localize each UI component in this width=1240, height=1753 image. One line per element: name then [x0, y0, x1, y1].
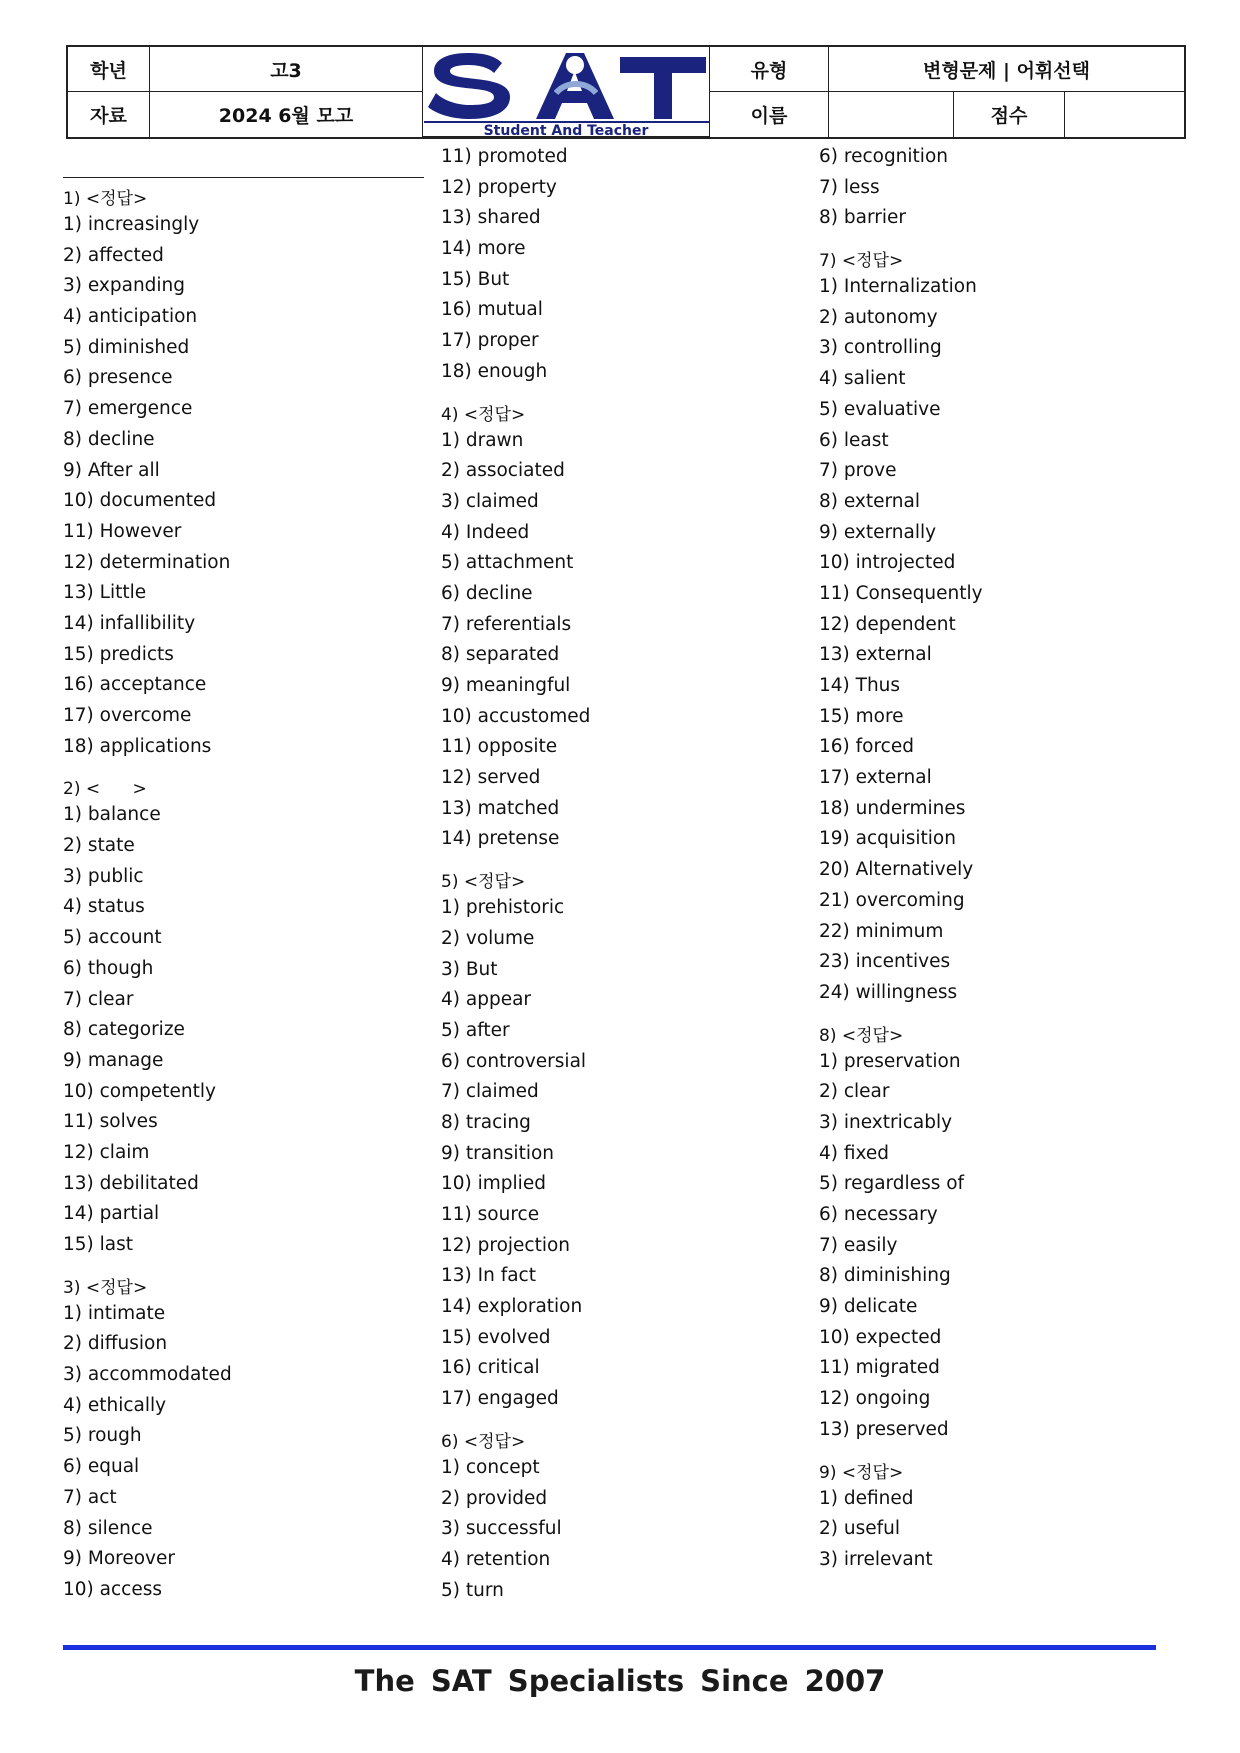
answer-item: 4) appear	[441, 989, 532, 1011]
answer-item: 9) meaningful	[441, 675, 571, 696]
answer-item: 14) infallibility	[63, 612, 196, 634]
answer-item: 8) silence	[63, 1517, 153, 1539]
answer-item: 21) overcoming	[819, 889, 965, 911]
answer-item: 4) retention	[441, 1548, 551, 1570]
answer-item: 13) external	[819, 644, 932, 666]
source-value: 2024 6월 모고	[150, 92, 423, 137]
answer-item: 10) expected	[819, 1326, 942, 1348]
score-label: 점수	[954, 92, 1065, 137]
answer-item: 13) matched	[441, 797, 560, 819]
answer-item: 9) manage	[63, 1049, 164, 1071]
answer-item: 2) state	[63, 835, 135, 857]
answer-item: 15) last	[63, 1234, 134, 1255]
answer-section-label: 5) <정답>	[441, 872, 526, 893]
answer-item: 5) diminished	[63, 336, 190, 358]
answer-section-label: 4) <정답>	[441, 404, 526, 425]
answer-item: 2) autonomy	[819, 306, 938, 328]
answer-item: 16) acceptance	[63, 674, 207, 696]
answer-item: 1) intimate	[63, 1302, 166, 1324]
answer-item: 3) expanding	[63, 275, 186, 297]
answer-item: 3) public	[63, 865, 144, 887]
answer-item: 4) salient	[819, 368, 906, 390]
answer-group	[819, 246, 1179, 1009]
answer-item: 5) after	[441, 1019, 510, 1041]
answer-item: 14) Thus	[819, 675, 901, 696]
answer-item: 5) evaluative	[819, 398, 941, 420]
answer-item: 3) inextricably	[819, 1111, 953, 1133]
answer-item: 3) controlling	[819, 337, 942, 359]
answer-item: 4) ethically	[63, 1394, 167, 1416]
answer-item: 4) fixed	[819, 1142, 890, 1164]
type-value: 변형문제 | 어휘선택	[829, 47, 1184, 92]
answer-item: 24) willingness	[819, 981, 958, 1003]
answer-item: 2) useful	[819, 1518, 900, 1540]
answer-column-3	[819, 142, 1179, 1576]
answer-item: 7) prove	[819, 460, 897, 482]
answer-item: 9) transition	[441, 1142, 555, 1164]
answer-item: 3) irrelevant	[819, 1548, 933, 1570]
answer-group	[63, 184, 423, 762]
answer-item: 3) accommodated	[63, 1364, 232, 1386]
source-label: 자료	[68, 92, 150, 137]
answer-item: 13) Little	[63, 582, 147, 604]
answer-item: 6) controversial	[441, 1050, 587, 1072]
answer-section-label: 8) <정답>	[819, 1025, 904, 1046]
answer-item: 2) clear	[819, 1081, 890, 1103]
answer-item: 2) affected	[63, 244, 164, 266]
answer-item: 15) predicts	[63, 643, 174, 665]
answer-column-1	[63, 142, 423, 1606]
answer-group	[441, 867, 801, 1415]
answer-item: 12) property	[441, 176, 557, 198]
answer-group	[63, 1273, 423, 1606]
sat-logo	[423, 47, 710, 137]
answer-item: 1) preservation	[819, 1050, 961, 1072]
answer-item: 1) defined	[819, 1487, 914, 1509]
answer-item: 12) projection	[441, 1234, 571, 1256]
answer-item: 16) critical	[441, 1357, 540, 1379]
answer-item: 9) Moreover	[63, 1548, 175, 1570]
answer-section-label: 2) < >	[63, 779, 147, 800]
answer-item: 13) debilitated	[63, 1172, 199, 1194]
answer-item: 19) acquisition	[819, 828, 956, 850]
footer-slogan: The SAT Specialists Since 2007	[354, 1664, 886, 1698]
sat-logo-icon	[424, 47, 709, 137]
answer-item: 1) concept	[441, 1456, 540, 1478]
answer-item: 23) incentives	[819, 951, 951, 973]
answer-item: 8) external	[819, 490, 920, 512]
grade-value: 고3	[150, 47, 423, 92]
answer-item: 10) competently	[63, 1080, 216, 1102]
answer-item: 6) though	[63, 957, 154, 979]
answer-item: 7) clear	[63, 988, 134, 1010]
answer-item: 4) anticipation	[63, 306, 198, 328]
answer-item: 6) presence	[63, 367, 173, 389]
answer-group	[63, 774, 423, 1260]
answer-group	[819, 1458, 1179, 1576]
answer-item: 8) tracing	[441, 1111, 531, 1133]
answer-item: 7) emergence	[63, 398, 193, 420]
answer-item: 12) ongoing	[819, 1388, 931, 1410]
answer-group	[441, 142, 801, 388]
answer-item: 1) Internalization	[819, 276, 977, 298]
answer-item: 7) referentials	[441, 613, 572, 635]
answer-item: 18) undermines	[819, 797, 966, 819]
answer-item: 7) less	[819, 176, 880, 198]
answer-section-label: 7) <정답>	[819, 251, 904, 272]
answer-item: 1) balance	[63, 804, 161, 826]
answer-item: 11) solves	[63, 1111, 158, 1133]
answer-item: 7) act	[63, 1486, 117, 1508]
answer-item: 17) external	[819, 767, 932, 789]
answer-item: 15) more	[819, 705, 904, 727]
answer-item: 12) claim	[63, 1141, 150, 1163]
answer-item: 3) claimed	[441, 490, 539, 512]
answer-item: 5) attachment	[441, 552, 574, 574]
answer-section-label: 9) <정답>	[819, 1462, 904, 1483]
name-label: 이름	[710, 92, 829, 137]
answer-item: 5) turn	[441, 1579, 504, 1601]
answer-item: 14) exploration	[441, 1296, 583, 1318]
answer-item: 3) But	[441, 958, 498, 980]
answer-item: 2) diffusion	[63, 1333, 168, 1355]
answer-item: 5) account	[63, 927, 162, 949]
answer-item: 14) pretense	[441, 828, 560, 850]
logo-tagline: Student And Teacher	[483, 122, 648, 137]
answer-item: 11) opposite	[441, 736, 558, 758]
answer-item: 16) mutual	[441, 299, 543, 321]
answer-item: 16) forced	[819, 736, 914, 758]
answer-item: 17) overcome	[63, 705, 192, 726]
header-table	[66, 45, 1186, 139]
answer-item: 1) drawn	[441, 429, 524, 451]
answer-item: 12) dependent	[819, 613, 956, 635]
answer-item: 11) migrated	[819, 1357, 940, 1379]
answer-item: 14) partial	[63, 1203, 160, 1225]
answer-item: 2) provided	[441, 1487, 548, 1509]
answer-item: 10) implied	[441, 1173, 546, 1195]
answer-item: 10) introjected	[819, 552, 956, 574]
answer-section-label: 1) <정답>	[63, 189, 148, 209]
answer-group	[441, 400, 801, 856]
answer-item: 6) decline	[441, 582, 533, 604]
answer-item: 1) increasingly	[63, 214, 200, 235]
answer-item: 17) engaged	[441, 1388, 559, 1410]
answer-item: 1) prehistoric	[441, 897, 565, 919]
answer-group	[819, 142, 1179, 234]
answer-item: 18) applications	[63, 735, 212, 757]
answer-item: 8) separated	[441, 644, 560, 666]
answer-item: 9) After all	[63, 459, 160, 481]
answer-section-label: 6) <정답>	[441, 1431, 526, 1452]
answer-item: 2) associated	[441, 460, 565, 482]
answer-item: 11) Consequently	[819, 582, 983, 604]
answer-item: 15) evolved	[441, 1326, 551, 1348]
answer-item: 20) Alternatively	[819, 859, 974, 881]
answer-item: 6) recognition	[819, 146, 948, 167]
answer-item: 15) But	[441, 268, 510, 290]
footer-rule	[63, 1645, 1156, 1650]
answer-item: 6) necessary	[819, 1204, 938, 1225]
answer-section-label: 3) <정답>	[63, 1277, 148, 1298]
answer-item: 8) diminishing	[819, 1265, 951, 1287]
answer-item: 22) minimum	[819, 920, 944, 942]
answer-item: 3) successful	[441, 1518, 562, 1540]
answer-item: 13) shared	[441, 207, 541, 229]
answer-item: 9) delicate	[819, 1296, 918, 1318]
answer-item: 12) determination	[63, 551, 231, 573]
type-label: 유형	[710, 47, 829, 92]
answer-item: 10) accustomed	[441, 705, 591, 727]
answer-item: 11) However	[63, 520, 182, 542]
answer-item: 8) categorize	[63, 1019, 185, 1041]
answer-item: 7) claimed	[441, 1081, 539, 1103]
answer-item: 4) status	[63, 896, 145, 918]
grade-label: 학년	[68, 47, 150, 92]
answer-item: 4) Indeed	[441, 521, 530, 543]
answer-item: 11) promoted	[441, 146, 568, 167]
answer-column-2	[441, 142, 801, 1606]
answer-item: 8) decline	[63, 428, 155, 450]
score-field[interactable]	[1065, 92, 1184, 137]
answer-item: 7) easily	[819, 1234, 898, 1256]
answer-item: 9) externally	[819, 521, 937, 543]
answer-item: 17) proper	[441, 330, 539, 352]
answer-item: 2) volume	[441, 927, 535, 949]
answer-item: 14) more	[441, 238, 526, 260]
name-field[interactable]	[829, 92, 954, 137]
answer-item: 10) documented	[63, 490, 217, 512]
answer-item: 5) rough	[63, 1425, 142, 1447]
answer-item: 13) In fact	[441, 1265, 536, 1287]
answer-group	[819, 1021, 1179, 1446]
answer-item: 8) barrier	[819, 207, 906, 229]
answer-item: 12) served	[441, 767, 541, 789]
answer-item: 10) access	[63, 1578, 162, 1600]
answer-group	[441, 1427, 801, 1606]
answer-item: 5) regardless of	[819, 1173, 965, 1195]
answer-item: 6) least	[819, 429, 889, 451]
answer-item: 18) enough	[441, 360, 548, 382]
answer-item: 6) equal	[63, 1456, 140, 1478]
answer-item: 13) preserved	[819, 1418, 949, 1440]
answer-item: 11) source	[441, 1204, 540, 1225]
